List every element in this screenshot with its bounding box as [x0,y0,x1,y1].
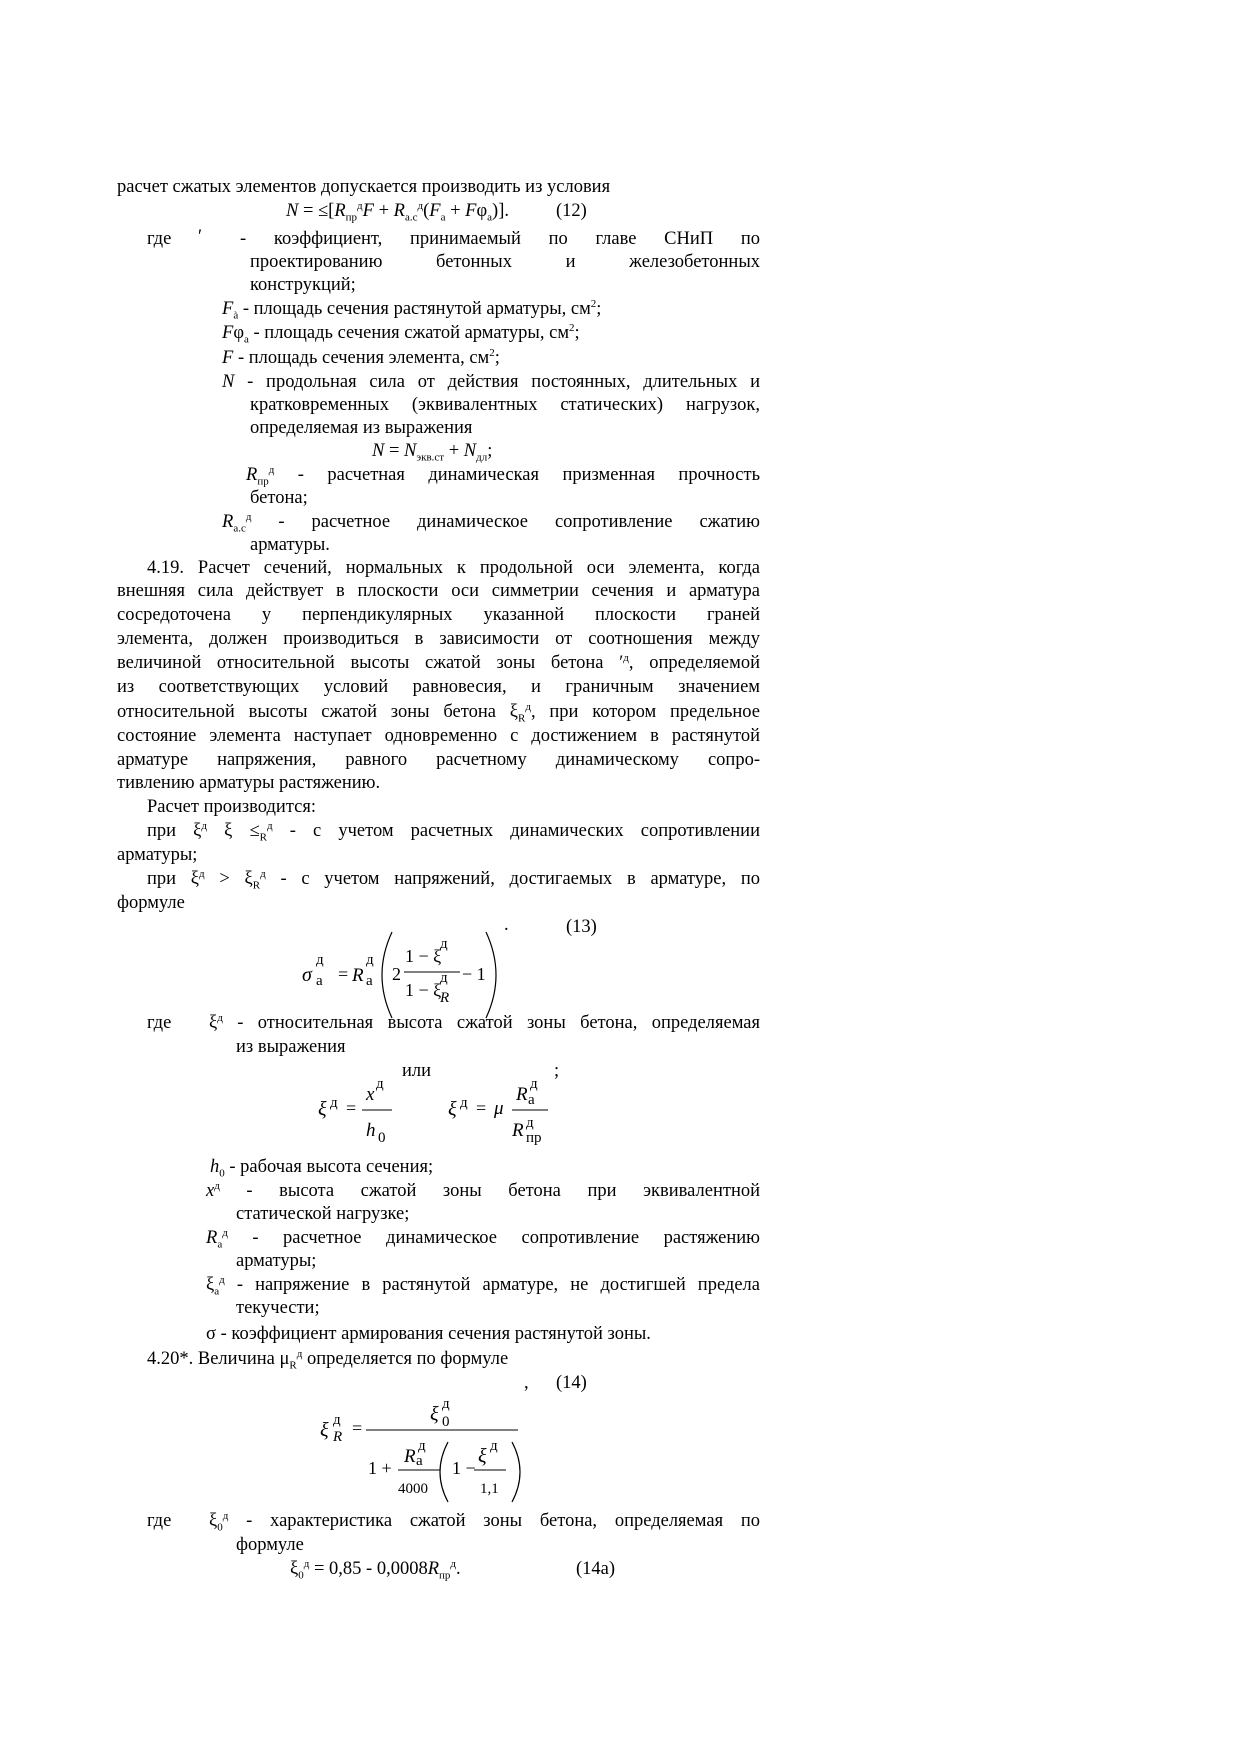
coef-def-line2: проектированию бетонных и железобетонных [250,252,760,272]
fxi2-xi: ξ [448,1098,457,1120]
where3-label: где [147,1511,172,1531]
formula-12-R1-sup: д [357,199,363,212]
coef-def-line1: - коэффициент, принимаемый по главе СНиП по [240,229,760,249]
xd-text: - высота сжатой зоны бетона при эквивалентной [219,1181,760,1201]
intro-text: расчет сжатых элементов допускается производить из условия [117,177,611,197]
s419-line10: тивлению арматуры растяжению. [117,773,381,793]
f14a-R-sub: пр [439,1569,451,1582]
s419-line2: внешняя сила действует в плоскости оси симметрии сечения и арматура [117,581,760,601]
sigma-symbol: σ [206,1324,216,1344]
fpa-end: ; [574,323,580,343]
where-label: где [147,229,172,249]
f14-lparen [440,1442,448,1502]
xiad-symbol: ξ [206,1275,215,1295]
fxi2-Rpr: R [512,1120,524,1141]
xd-symbol: x [206,1181,215,1201]
rad-sup: д [222,1226,228,1239]
n-eq-eq: = [384,441,405,461]
f14-num-xi: ξ [430,1403,439,1425]
fxi1-x-sup: д [376,1076,384,1092]
formula-13-number: (13) [566,917,597,937]
fxi2-Rpr-sup: д [526,1115,534,1131]
xiad-text: - напряжение в растянутой арматуре, не достигшей предела [224,1275,760,1295]
when1-c: - с учетом расчетных динамических сопротивлении [272,821,760,841]
xiad-sub: а [214,1285,220,1298]
fpa-sub: а [244,333,249,346]
when2-c: - с учетом напряжений, достигаемых в арматуре, по [265,869,760,889]
f-sup: 2 [489,346,495,359]
h0-text: - рабочая высота сечения; [224,1157,434,1177]
fpa-sup: 2 [569,321,575,334]
s419-line5-b: , определяемой [628,653,760,673]
f14-num-sub: 0 [442,1414,450,1430]
formula-12-R2-sub: а.с [404,211,418,224]
f14a-xi-sup: д [303,1557,310,1570]
rac-sup: д [245,510,252,523]
s419-line9: арматуре напряжения, равного расчетному динамическому сопро- [117,750,760,770]
formula-12-F1: F [362,201,374,221]
rac-symbol: R [222,512,234,532]
f14a-R-sup: д [450,1557,457,1570]
formula-12-F3: F [465,201,477,221]
fpa-symbol: F [222,323,234,343]
xiad-def-line2: текучести; [236,1298,320,1318]
s419-line3: сосредоточена у перпендикулярных указанной плоскости граней [117,605,760,625]
formula-12-open: ( [423,201,430,221]
formula-12-R2: R [393,201,405,221]
fpa-phi: φ [233,323,244,343]
formula-12-phi-sub: а [487,211,493,224]
f14a-R: R [427,1559,440,1579]
n-eq-N2: N [404,441,417,461]
n-eq-N3: N [463,441,477,461]
s419-line7-b: , при котором предельное [530,702,760,722]
xi-def-line2: из выражения [236,1037,346,1057]
fxi1-h-sub: 0 [378,1130,386,1146]
n-text1: - продольная сила от действия постоянных, длительных и [234,372,760,392]
s420-a: 4.20*. Величина μ [147,1349,290,1369]
xi0-def-line2: формуле [236,1535,304,1555]
f13-num: 1 − ξ [405,946,442,966]
when1-sup2: д [267,819,273,832]
s419-line6: из соответствующих условий равновесия, и граничным значением [117,677,760,697]
s419-line8: состояние элемента наступает одновременно с достижением в растянутой [117,726,760,746]
xi0-sub: 0 [217,1521,223,1534]
calc-text: Расчет производится: [147,797,316,817]
f14-num-sup: д [442,1396,450,1412]
s419-line7-sup: д [525,700,531,713]
fa-symbol: F [222,299,234,319]
h0-symbol: h [210,1157,220,1177]
fxi1-h: h [366,1120,376,1141]
where2-label: где [147,1013,172,1033]
s419-line1: 4.19. Расчет сечений, нормальных к продольной оси элемента, когда [147,558,760,578]
s419-line5-sym: ′ [619,653,624,673]
f13-den-sup: д [440,970,448,986]
f14-xi-sub: R [333,1429,343,1445]
formula-12-phi: φ [476,201,488,221]
rpr-sub: пр [257,475,269,488]
xi0-symbol: ξ [209,1511,218,1531]
f13-two: 2 [392,964,401,984]
xd-def-line2: статической нагрузке; [236,1204,410,1224]
formula-14-comma: , [524,1373,529,1393]
xi-sup: д [217,1011,223,1024]
rad-text: - расчетное динамическое сопротивление растяжению [227,1228,760,1248]
formula-12-number: (12) [556,201,587,221]
n-eq-s3: дл [476,451,488,464]
fpa-text: - площадь сечения сжатой арматуры, см [248,323,570,343]
when1-sup1: д [201,819,208,832]
fxi2-eq: = [476,1098,487,1118]
s419-line5-a: величиной относительной высоты сжатой зоны бетона [117,653,620,673]
or-text: или [402,1061,432,1081]
rpr-sup: д [268,463,275,476]
when2-sub2: R [252,879,261,892]
f13-sigma-sub: а [316,973,323,989]
xi0-text: - характеристика сжатой зоны бетона, определяемая по [228,1511,760,1531]
f13-den-sub: R [440,990,450,1006]
f14-4000: 4000 [398,1481,428,1497]
f-symbol: F [222,348,234,368]
f13-R-sup: д [366,952,374,968]
rad-sub: а [217,1238,223,1251]
rpr-symbol: R [246,465,258,485]
formula-12-R1-sub: пр [345,211,358,224]
f13-R: R [352,965,364,986]
n-def-line2: кратковременных (эквивалентных статических) нагрузок, [250,395,760,415]
when1-a: при ξ [147,821,202,841]
fa-text: - площадь сечения растянутой арматуры, см [238,299,591,319]
when1-b: ξ ≤ [207,821,260,841]
formula-12-F2: F [429,201,441,221]
when2-sup1: д [199,867,205,880]
fxi2-mu: μ [494,1098,504,1119]
fxi2-Ra: R [516,1084,528,1105]
rad-symbol: R [206,1228,218,1248]
s419-line5-sup: д [623,651,629,664]
f14-rparen [512,1442,520,1502]
formula-12-F2-sub: а [440,211,446,224]
fxi1-xi-sup: д [330,1095,338,1111]
fxi2-xi-sup: д [460,1095,468,1111]
fxi2-Rpr-sub: пр [526,1130,542,1146]
rac-def-line2: арматуры. [250,535,330,555]
f13-num-sup: д [440,936,448,952]
f14-xi-sup: д [333,1412,341,1428]
xi-text: - относительная высота сжатой зоны бетона, определяемая [222,1013,760,1033]
f14a-mid: = 0,85 - 0,0008 [309,1559,428,1579]
f14-eq: = [352,1418,363,1438]
f14-one-minus: 1 − [452,1458,476,1478]
n-def-line3: определяемая из выражения [250,418,473,438]
f13-sigma-sup: д [316,952,324,968]
n-eq-plus: + [444,441,464,461]
s420-sub: R [289,1359,297,1372]
rac-sub: а.с [233,522,246,535]
fa-sub: à [233,309,239,322]
xi-symbol: ξ [209,1013,218,1033]
f14-Ra: R [404,1446,416,1467]
f14-xi: ξ [320,1419,329,1441]
formula-14a [290,1558,461,1580]
n-eq-s2: экв.ст [416,451,445,464]
when2-sup2: д [260,867,266,880]
f13-eq: = [338,964,349,984]
n-eq-N: N [372,441,385,461]
f14-Ra-sup: д [418,1438,426,1454]
sigma-text: - коэффициент армирования сечения растянутой зоны. [215,1324,651,1344]
xiad-sup: д [219,1273,225,1286]
fxi1-xi: ξ [318,1098,327,1120]
f14-inner-xi: ξ [478,1445,487,1467]
when2-a: при ξ [147,869,200,889]
f14-11: 1,1 [480,1481,499,1497]
rpr-text: - расчетная динамическая призменная прочность [274,465,760,485]
f13-sigma: σ [302,964,312,986]
formula-13-dot: . [504,915,509,935]
formula-12-N: N [286,201,299,221]
fxi2-Ra-sup: д [530,1076,538,1092]
xd-sup: д [214,1179,220,1192]
s420-b: определяется по формуле [302,1349,509,1369]
h0-sub: 0 [219,1167,225,1180]
fa-sup: 2 [590,297,597,310]
formula-14-number: (14) [556,1373,587,1393]
f-end: ; [494,348,500,368]
rac-text: - расчетное динамическое сопротивление сжатию [251,512,760,532]
s420-sup: д [296,1347,303,1360]
f14a-xi-sub: 0 [298,1569,304,1582]
f13-R-sub: а [366,973,373,989]
f14a-xi: ξ [290,1559,299,1579]
f13-den: 1 − ξ [405,980,442,1000]
f14-one-plus: 1 + [368,1458,392,1478]
formula-12-close: )]. [492,201,509,221]
f-text: - площадь сечения элемента, см [233,348,490,368]
f13-minus-one: − 1 [462,964,486,984]
formula-12-plus2: + [445,201,466,221]
fxi1-eq: = [346,1098,357,1118]
f14-Ra-sub: а [416,1453,423,1469]
f14-inner-xi-sup: д [490,1438,498,1454]
semicolon: ; [554,1061,560,1081]
xi0-def-line1 [209,1510,760,1532]
s419-line7-sub: R [518,712,526,725]
formula-14a-number: (14а) [576,1559,616,1579]
fxi1-x: x [366,1084,375,1105]
rpr-def-line2: бетона; [250,488,308,508]
formula-12-plus1: + [373,201,394,221]
when2-b: > ξ [204,869,253,889]
n-symbol: N [222,372,235,392]
fxi2-Ra-sub: а [528,1092,535,1108]
coef-symbol: ′ [198,227,203,247]
rad-def-line2: арматуры; [236,1251,317,1271]
formula-12-R2-sup: д [417,199,424,212]
when1-sub2: R [259,831,268,844]
when2-line2: формуле [117,893,185,913]
when1-line2: арматуры; [117,845,198,865]
f14a-end: . [456,1559,461,1579]
xi0-sup: д [222,1509,229,1522]
formula-12-R1: R [334,201,346,221]
formula-12-eq: = ≤[ [298,201,335,221]
fa-end: ; [596,299,602,319]
s419-line4: элемента, должен производиться в зависимости от соотношения между [117,629,760,649]
coef-def-line3: конструкций; [250,275,356,295]
s419-line7-a: относительной высоты сжатой зоны бетона ξ [117,702,518,722]
n-eq-end: ; [487,441,493,461]
